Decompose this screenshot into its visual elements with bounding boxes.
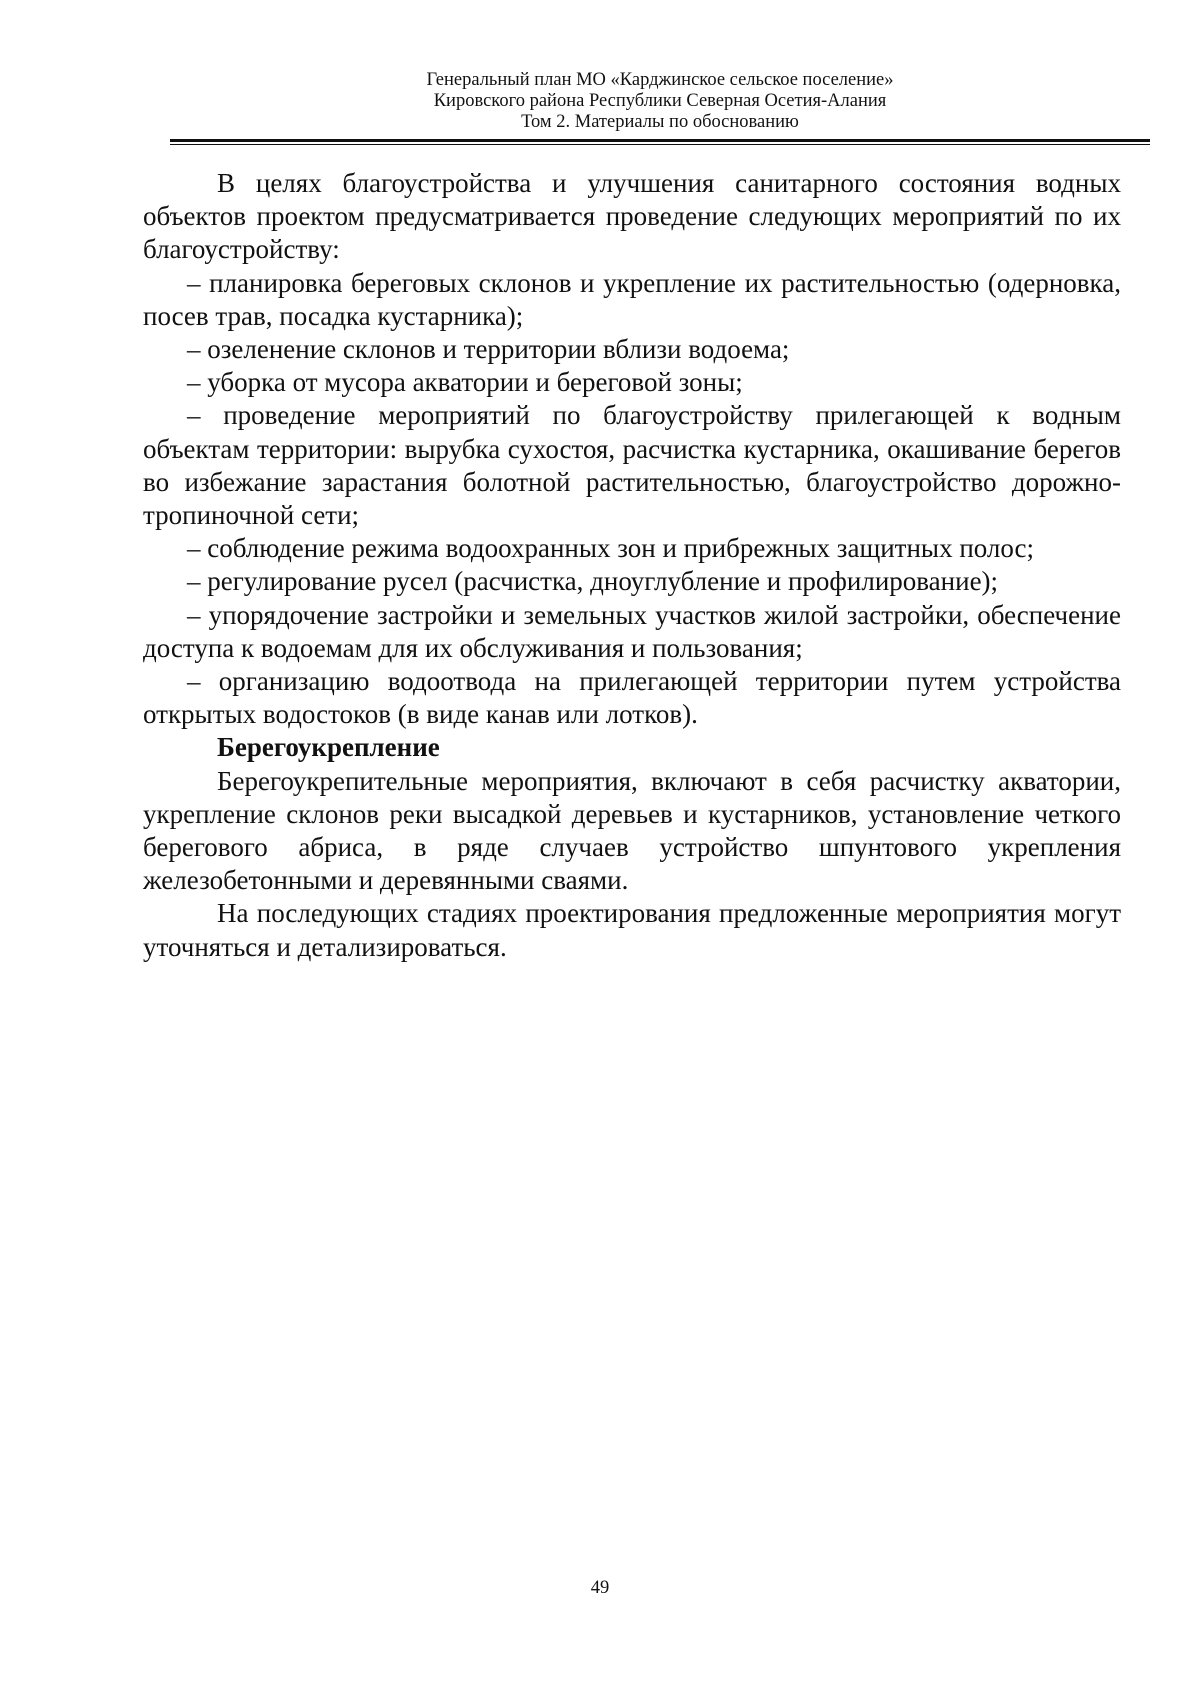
header-line-volume: Том 2. Материалы по обоснованию: [521, 112, 799, 132]
measure-item: – соблюдение режима водоохранных зон и прибрежных защитных полос;: [187, 533, 1035, 564]
measure-item: – озеленение склонов и территории вблизи водоема;: [187, 334, 790, 365]
measure-item: – регулирование русел (расчистка, дноуглубление и профилирование);: [187, 566, 999, 597]
section-paragraph: Берегоукрепительные мероприятия, включают в себя расчистку акватории, укрепление склонов реки высадкой деревьев и кустарников, установление четкого берегового абриса, в ряде случаев устройство шпунтового укрепления железобетонными и деревянными сваями.: [143, 765, 1121, 896]
running-header: [170, 70, 1150, 133]
measure-item: – организацию водоотвода на прилегающей территории путем устройства открытых водостоков (в виде канав или лотков).: [143, 666, 1121, 730]
header-line-title: Генеральный план МО «Карджинское сельское поселение»: [426, 70, 894, 90]
section-heading: Берегоукрепление: [217, 732, 440, 763]
header-rule-thin: [170, 144, 1150, 145]
measure-item: – планировка береговых склонов и укрепление их растительностью (одерновка, посев трав, посадка кустарника);: [143, 267, 1121, 331]
measure-item: – упорядочение застройки и земельных участков жилой застройки, обеспечение доступа к водоемам для их обслуживания и пользования;: [143, 599, 1121, 663]
measure-item: – уборка от мусора акватории и береговой зоны;: [187, 367, 743, 398]
intro-paragraph: В целях благоустройства и улучшения санитарного состояния водных объектов проектом предусматривается проведение следующих мероприятий по их благоустройству:: [143, 168, 1121, 265]
closing-paragraph: На последующих стадиях проектирования предложенные мероприятия могут уточняться и детализироваться.: [143, 898, 1121, 962]
document-body: [143, 167, 1121, 964]
header-rule-thick: [170, 139, 1150, 142]
header-double-rule: [170, 139, 1150, 147]
measure-item: – проведение мероприятий по благоустройству прилегающей к водным объектам территории: вырубка сухостоя, расчистка кустарника, окашивание берегов во избежание зарастания болотной растительностью, благоустройство дорожно-тропиночной сети;: [143, 400, 1121, 531]
page-number: 49: [590, 1578, 610, 1598]
header-line-region: Кировского района Республики Северная Осетия-Алания: [433, 91, 887, 111]
